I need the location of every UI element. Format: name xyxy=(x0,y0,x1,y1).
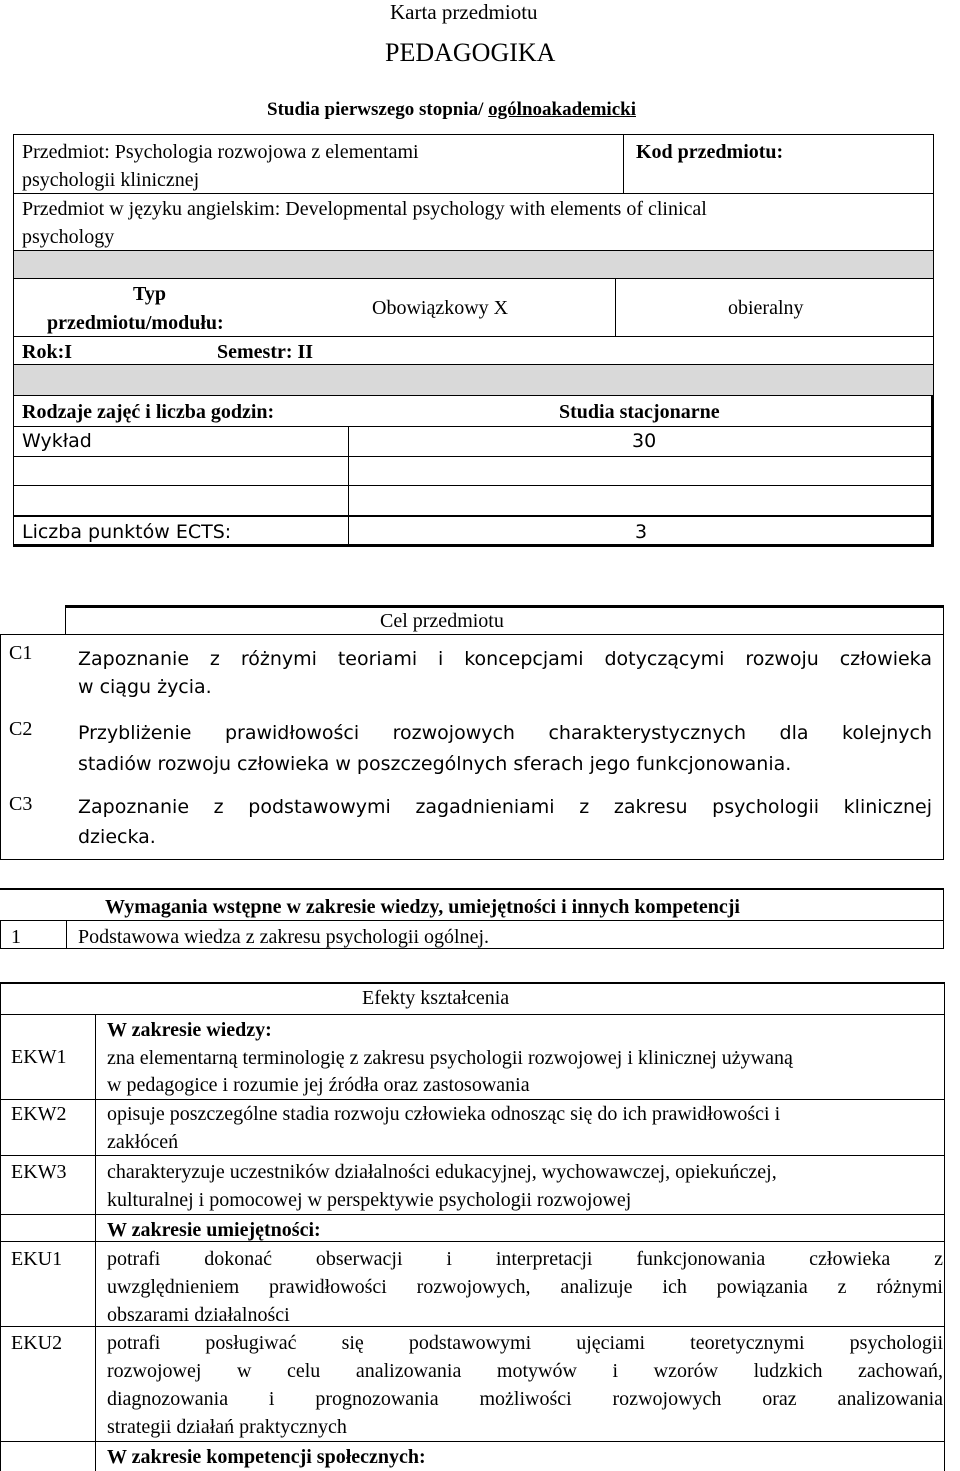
subject-name-line1: Przedmiot: Psychologia rozwojowa z elementami xyxy=(22,141,419,163)
field-of-study: PEDAGOGIKA xyxy=(385,38,556,67)
outcome-text: rozwojowej w celu analizowania motywów i wzorów ludzkich zachowań, xyxy=(107,1360,943,1382)
outcome-text: uwzględnieniem prawidłowości rozwojowych, analizuje ich powiązania z różnymi xyxy=(107,1276,943,1298)
study-level-prefix: Studia pierwszego stopnia/ xyxy=(267,99,489,120)
skills-header: W zakresie umiejętności: xyxy=(107,1219,321,1241)
year-label: Rok:I xyxy=(22,341,73,363)
outcome-code: EKW2 xyxy=(11,1103,67,1125)
outcome-code: EKW1 xyxy=(11,1046,67,1068)
semester-label: Semestr: II xyxy=(217,341,314,363)
knowledge-header: W zakresie wiedzy: xyxy=(107,1019,272,1041)
outcome-text: strategii działań praktycznych xyxy=(107,1416,347,1438)
requirements-title: Wymagania wstępne w zakresie wiedzy, umiejętności i innych kompetencji xyxy=(105,896,740,918)
requirement-num: 1 xyxy=(11,926,21,948)
subject-code-label: Kod przedmiotu: xyxy=(636,141,784,163)
goal-text-line1: Zapoznanie z podstawowymi zagadnieniami z zakresu psychologii klinicznej xyxy=(78,796,932,818)
study-level-profile: ogólnoakademicki xyxy=(488,99,636,120)
outcome-text: obszarami działalności xyxy=(107,1304,290,1326)
doc-title: Karta przedmiotu xyxy=(390,0,538,24)
outcome-text: zna elementarną terminologię z zakresu psychologii rozwojowej i klinicznej używaną xyxy=(107,1047,793,1069)
outcome-text: charakteryzuje uczestników działalności edukacyjnej, wychowawczej, opiekuńczej, xyxy=(107,1161,777,1183)
ects-label: Liczba punktów ECTS: xyxy=(22,521,232,543)
type-elective: obieralny xyxy=(728,297,804,319)
goals-title: Cel przedmiotu xyxy=(380,610,504,632)
goal-code: C3 xyxy=(9,793,33,815)
outcome-text: potrafi dokonać obserwacji i interpretacji funkcjonowania człowieka z xyxy=(107,1248,943,1270)
outcome-code: EKU2 xyxy=(11,1332,63,1354)
study-level xyxy=(267,100,636,119)
outcome-text: w pedagogice i rozumie jej źródła oraz zastosowania xyxy=(107,1074,530,1096)
ects-value: 3 xyxy=(635,521,648,543)
subject-name-line2: psychologii klinicznej xyxy=(22,169,200,191)
goal-text-line1: Zapoznanie z różnymi teoriami i koncepcjami dotyczącymi rozwoju człowieka xyxy=(78,648,932,670)
goal-text-line2: stadiów rozwoju człowieka w poszczególnych sferach jego funkcjonowania. xyxy=(78,753,792,775)
goal-code: C1 xyxy=(9,642,33,664)
goal-text-line2: dziecka. xyxy=(78,826,156,848)
hours-mode: Studia stacjonarne xyxy=(559,401,720,423)
outcome-text: potrafi posługiwać się podstawowymi ujęciami teoretycznymi psychologii xyxy=(107,1332,943,1354)
outcomes-title: Efekty kształcenia xyxy=(362,987,510,1009)
subject-english-line2: psychology xyxy=(22,226,115,248)
lecture-hours: 30 xyxy=(632,430,657,452)
outcome-text: opisuje poszczególne stadia rozwoju człowieka odnosząc się do ich prawidłowości i xyxy=(107,1103,781,1125)
outcome-text: kulturalnej i pomocowej w perspektywie psychologii rozwojowej xyxy=(107,1189,632,1211)
outcome-code: EKU1 xyxy=(11,1248,63,1270)
outcome-text: zakłóceń xyxy=(107,1131,179,1153)
hours-label: Rodzaje zajęć i liczba godzin: xyxy=(22,401,275,423)
goal-text-line1: Przybliżenie prawidłowości rozwojowych charakterystycznych dla kolejnych xyxy=(78,722,932,744)
type-label-line2: przedmiotu/modułu: xyxy=(47,312,224,334)
lecture-label: Wykład xyxy=(22,430,92,452)
outcome-code: EKW3 xyxy=(11,1161,67,1183)
requirement-text: Podstawowa wiedza z zakresu psychologii ogólnej. xyxy=(78,926,490,948)
social-header: W zakresie kompetencji społecznych: xyxy=(107,1446,426,1468)
subject-english-line1: Przedmiot w języku angielskim: Developmental psychology with elements of clinical xyxy=(22,198,707,220)
type-label-line1: Typ xyxy=(133,283,166,305)
outcome-text: diagnozowania i prognozowania możliwości rozwojowych oraz analizowania xyxy=(107,1388,943,1410)
goal-code: C2 xyxy=(9,718,33,740)
goal-text-line2: w ciągu życia. xyxy=(78,676,212,698)
type-mandatory: Obowiązkowy X xyxy=(372,297,509,319)
